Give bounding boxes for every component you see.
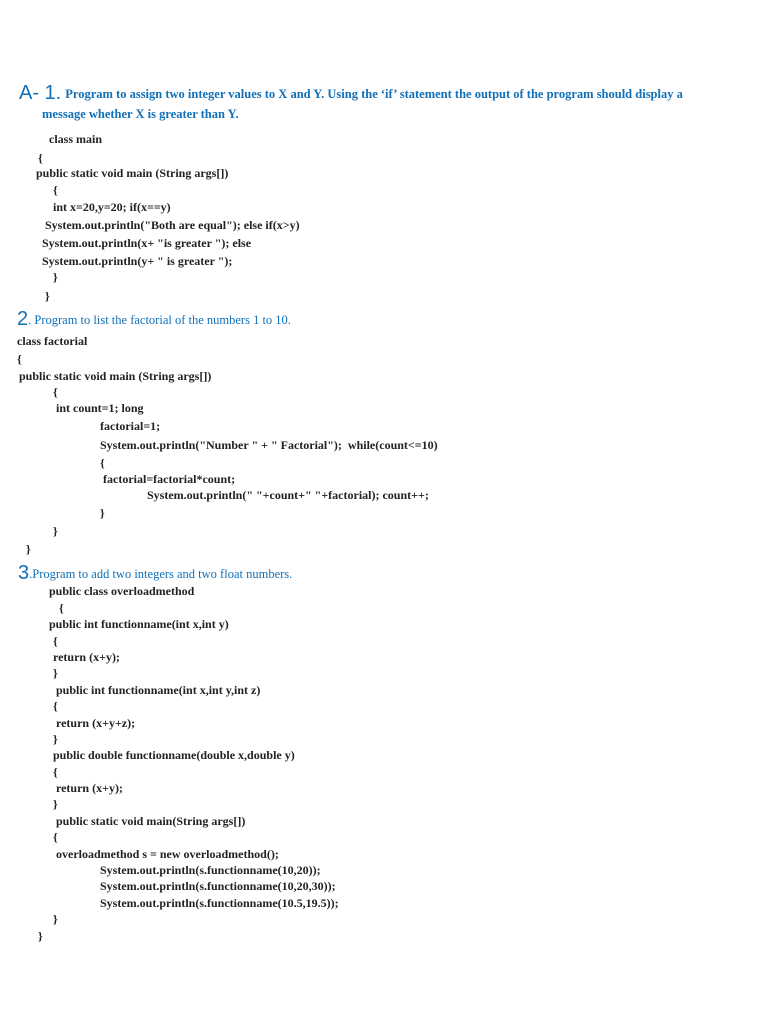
- code-line: factorial=1;: [100, 419, 161, 433]
- code-line: {: [53, 634, 58, 648]
- code-line: factorial=factorial*count;: [103, 472, 236, 486]
- section1-number: A- 1.: [19, 82, 62, 104]
- code-line: {: [59, 601, 64, 615]
- code-line: }: [53, 732, 58, 746]
- code-line: {: [17, 352, 22, 366]
- code-line: public int functionname(int x,int y,int z): [56, 683, 261, 697]
- code-line: }: [53, 524, 58, 538]
- code-line: System.out.println(" "+count+" "+factorial); count++;: [147, 488, 429, 502]
- code-line: {: [53, 830, 58, 844]
- code-line: {: [53, 183, 58, 197]
- section2-heading: [17, 308, 291, 331]
- code-line: System.out.println(s.functionname(10,20));: [100, 863, 321, 877]
- code-line: {: [53, 765, 58, 779]
- section3-title: .Program to add two integers and two float numbers.: [29, 567, 293, 581]
- code-line: System.out.println(x+ "is greater "); else: [42, 236, 252, 250]
- code-line: public double functionname(double x,double y): [53, 748, 295, 762]
- section2-title: . Program to list the factorial of the numbers 1 to 10.: [28, 313, 291, 327]
- code-line: {: [100, 456, 105, 470]
- code-line: class factorial: [17, 334, 88, 348]
- code-line: }: [53, 270, 58, 284]
- code-line: class main: [49, 132, 103, 146]
- section3-heading: [18, 562, 292, 585]
- code-line: }: [53, 912, 58, 926]
- code-line: public int functionname(int x,int y): [49, 617, 229, 631]
- code-line: System.out.println("Number " + " Factorial"); while(count<=10): [100, 438, 438, 452]
- code-line: System.out.println("Both are equal"); else if(x>y): [45, 218, 300, 232]
- code-line: }: [45, 289, 50, 303]
- code-line: int x=20,y=20; if(x==y): [53, 200, 171, 214]
- section2-number: 2: [17, 308, 29, 330]
- code-line: }: [53, 666, 58, 680]
- code-line: return (x+y+z);: [56, 716, 136, 730]
- code-line: System.out.println(s.functionname(10.5,19.5));: [100, 896, 339, 910]
- code-line: public static void main (String args[]): [36, 166, 229, 180]
- code-line: int count=1; long: [56, 401, 144, 415]
- code-line: public static void main(String args[]): [56, 814, 246, 828]
- section3-number: 3: [18, 562, 30, 584]
- code-line: }: [100, 506, 105, 520]
- section1-title-line2: message whether X is greater than Y.: [42, 107, 239, 121]
- code-line: }: [26, 542, 31, 556]
- code-line: {: [53, 385, 58, 399]
- code-line: overloadmethod s = new overloadmethod();: [56, 847, 279, 861]
- section1-title-line1: Program to assign two integer values to X and Y. Using the ‘if’ statement the output of the program should display a: [65, 87, 683, 101]
- code-line: System.out.println(y+ " is greater ");: [42, 254, 233, 268]
- code-line: public static void main (String args[]): [19, 369, 212, 383]
- code-line: }: [38, 929, 43, 943]
- code-line: System.out.println(s.functionname(10,20,30));: [100, 879, 336, 893]
- code-line: {: [38, 151, 43, 165]
- code-line: {: [53, 699, 58, 713]
- code-line: return (x+y);: [53, 650, 120, 664]
- code-line: public class overloadmethod: [49, 584, 195, 598]
- code-line: return (x+y);: [56, 781, 123, 795]
- code-line: }: [53, 797, 58, 811]
- section1-heading: [19, 82, 683, 105]
